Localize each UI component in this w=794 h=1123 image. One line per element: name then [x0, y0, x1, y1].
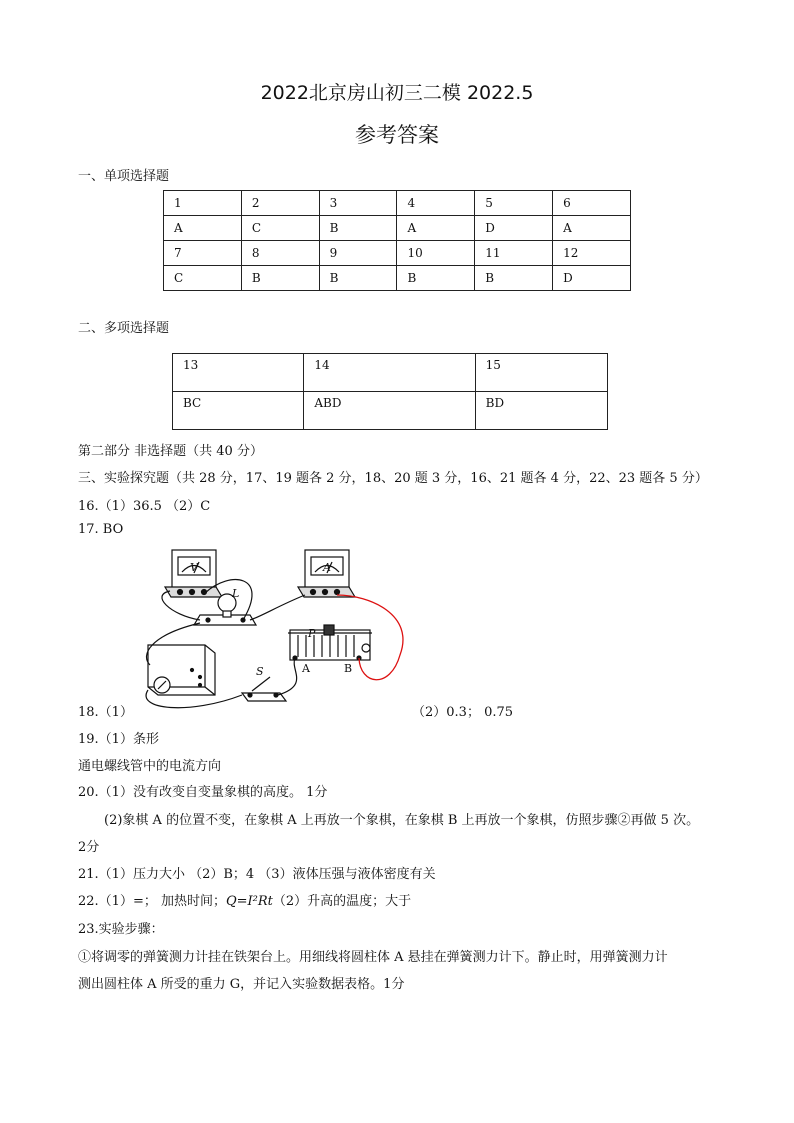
table-cell: 7 — [164, 241, 242, 266]
ammeter-label: A — [323, 561, 331, 574]
table-cell: BC — [173, 392, 304, 430]
power-supply-icon — [148, 645, 215, 695]
section2-heading: 二、多项选择题 — [78, 321, 170, 336]
page-subtitle: 参考答案 — [355, 123, 439, 147]
switch-label: S — [256, 665, 264, 678]
answer-18-part1: 18.（1） — [78, 705, 133, 720]
answer-20-c: 2分 — [78, 840, 100, 855]
answer-16: 16.（1）36.5 （2）C — [78, 499, 211, 514]
table-row — [164, 216, 631, 241]
answer-22-post: （2）升高的温度；大于 — [272, 894, 412, 909]
answer-22-formula: Q=I²Rt — [225, 894, 273, 909]
table-cell: B — [319, 216, 397, 241]
table-row — [164, 191, 631, 216]
table-cell: 3 — [319, 191, 397, 216]
table-cell: B — [241, 266, 319, 291]
section3-heading: 三、实验探究题（共 28 分，17、19 题各 2 分，18、20 题 3 分，16、21 题各 4 分，22、23 题各 5 分） — [78, 471, 708, 486]
lamp-label: L — [232, 587, 240, 600]
table-cell: 12 — [553, 241, 631, 266]
answer-23-step1-a: ①将调零的弹簧测力计挂在铁架台上。用细线将圆柱体 A 悬挂在弹簧测力计下。静止时，用弹簧测力计 — [78, 950, 668, 965]
multi-choice-table — [172, 353, 608, 430]
table-cell: 13 — [173, 354, 304, 392]
table-cell: D — [475, 216, 553, 241]
table-cell: C — [164, 266, 242, 291]
part2-heading: 第二部分 非选择题（共 40 分） — [78, 444, 263, 459]
answer-19-b: 通电螺线管中的电流方向 — [78, 759, 222, 774]
voltmeter-label: V — [190, 561, 198, 574]
table-row — [173, 354, 608, 392]
answer-21: 21.（1）压力大小 （2）B；4 （3）液体压强与液体密度有关 — [78, 867, 436, 882]
section1-heading: 一、单项选择题 — [78, 169, 170, 184]
table-row — [164, 266, 631, 291]
table-cell: 4 — [397, 191, 475, 216]
answer-19: 19.（1）条形 — [78, 732, 159, 747]
rheostat-icon — [288, 625, 372, 660]
table-cell: 10 — [397, 241, 475, 266]
table-cell: A — [397, 216, 475, 241]
lamp-icon — [194, 594, 256, 625]
answer-22-pre: 22.（1）=； 加热时间； — [78, 894, 226, 909]
table-cell: B — [319, 266, 397, 291]
terminal-a-label: A — [302, 662, 310, 675]
table-cell: 8 — [241, 241, 319, 266]
answer-22 — [78, 890, 411, 909]
table-row — [173, 392, 608, 430]
answer-20-b: (2)象棋 A 的位置不变，在象棋 A 上再放一个象棋，在象棋 B 上再放一个象棋，仿照步骤②再做 5 次。 — [104, 813, 700, 828]
answer-23-step1-b: 测出圆柱体 A 所受的重力 G，并记入实验数据表格。1分 — [78, 977, 405, 992]
table-cell: 6 — [553, 191, 631, 216]
table-cell: BD — [475, 392, 607, 430]
switch-icon — [242, 677, 286, 701]
table-cell: A — [164, 216, 242, 241]
single-choice-table — [163, 190, 631, 291]
answer-20: 20.（1）没有改变自变量象棋的高度。 1分 — [78, 785, 328, 800]
table-cell: D — [553, 266, 631, 291]
table-row — [164, 241, 631, 266]
table-cell: ABD — [304, 392, 475, 430]
terminal-b-label: B — [344, 662, 353, 675]
table-cell: 15 — [475, 354, 607, 392]
table-cell: A — [553, 216, 631, 241]
answer-17: 17. BO — [78, 522, 124, 537]
table-cell: 2 — [241, 191, 319, 216]
table-cell: C — [241, 216, 319, 241]
slider-label: P — [308, 627, 316, 640]
table-cell: 5 — [475, 191, 553, 216]
circuit-diagram — [130, 545, 410, 715]
page-title: 2022北京房山初三二模 2022.5 — [260, 82, 534, 104]
table-cell: 9 — [319, 241, 397, 266]
table-cell: B — [475, 266, 553, 291]
table-cell: 1 — [164, 191, 242, 216]
table-cell: 14 — [304, 354, 475, 392]
table-cell: B — [397, 266, 475, 291]
table-cell: 11 — [475, 241, 553, 266]
answer-23: 23.实验步骤： — [78, 922, 164, 937]
answer-18-part2: （2）0.3； 0.75 — [412, 705, 514, 720]
